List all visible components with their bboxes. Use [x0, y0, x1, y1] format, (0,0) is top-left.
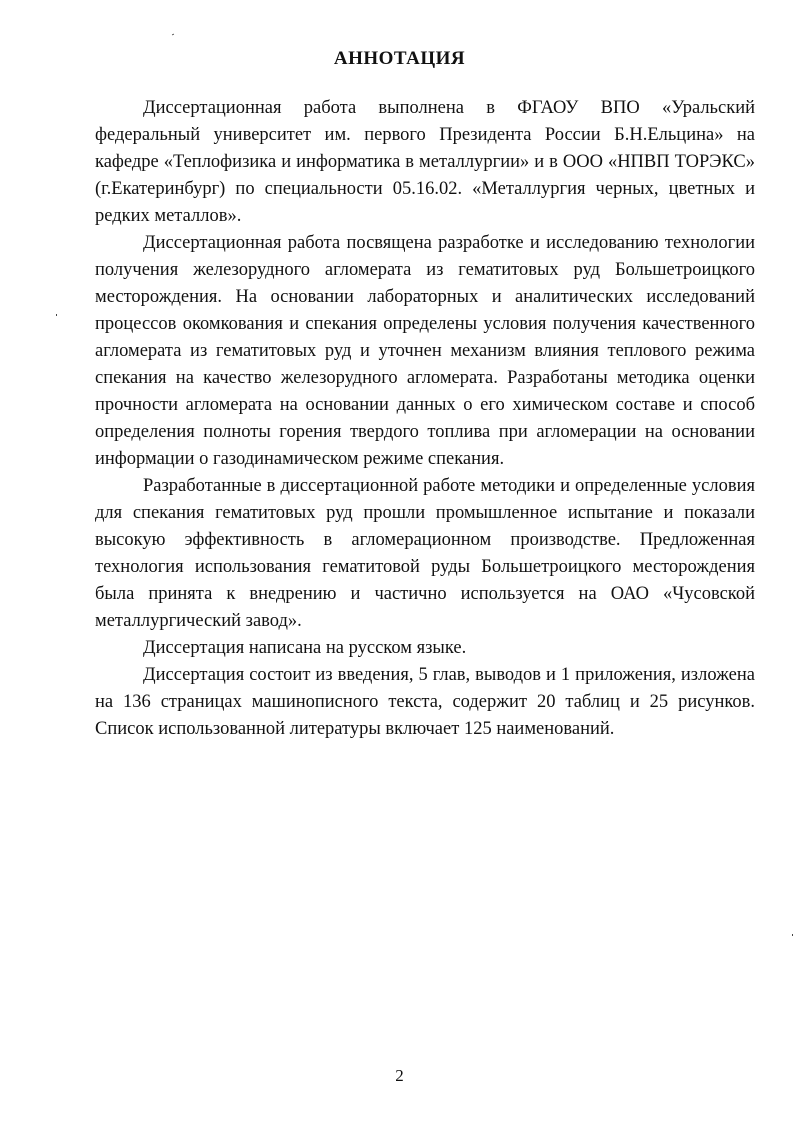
paragraph-affiliation: Диссертационная работа выполнена в ФГАОУ ВПО «Уральский федеральный университет им. первого Президента России Б.Н.Ельцина» на кафедре «Теплофизика и информатика в металлургии» и в ООО «НПВП ТОРЭКС» (г.Екатеринбург) по специальности 05.16.02. «Металлургия черных, цветных и редких металлов».: [95, 98, 755, 226]
scan-artifact: [56, 314, 57, 316]
scan-artifact: [792, 934, 793, 936]
scan-artifact: [172, 34, 174, 36]
page-number: 2: [395, 1066, 404, 1085]
paragraph-results: Разработанные в диссертационной работе методики и определенные условия для спекания гематитовых руд прошли промышленное испытание и показали высокую эффективность в агломерационном производстве. Предложенная технология использования гематитовой руды Большетроицкого месторождения была принята к внедрению и частично используется на ОАО «Чусовской металлургический завод».: [95, 476, 755, 631]
paragraph-topic: Диссертационная работа посвящена разработке и исследованию технологии получения железорудного агломерата из гематитовых руд Большетроицкого месторождения. На основании лабораторных и аналитических исследований процессов окомкования и спекания определены условия получения качественного агломерата из гематитовых руд и уточнен механизм влияния теплового режима спекания на качество железорудного агломерата. Разработаны методика оценки прочности агломерата на основании данных о его химическом составе и способ определения полноты горения твердого топлива при агломерации на основании информации о газодинамическом режиме спекания.: [95, 233, 755, 469]
paragraph-structure: Диссертация состоит из введения, 5 глав, выводов и 1 приложения, изложена на 136 страницах машинописного текста, содержит 20 таблиц и 25 рисунков. Список использованной литературы включает 125 наименований.: [95, 665, 755, 739]
page-title: АННОТАЦИЯ: [333, 48, 466, 69]
annotation-body: [95, 95, 755, 743]
paragraph-language: Диссертация написана на русском языке.: [143, 638, 467, 658]
